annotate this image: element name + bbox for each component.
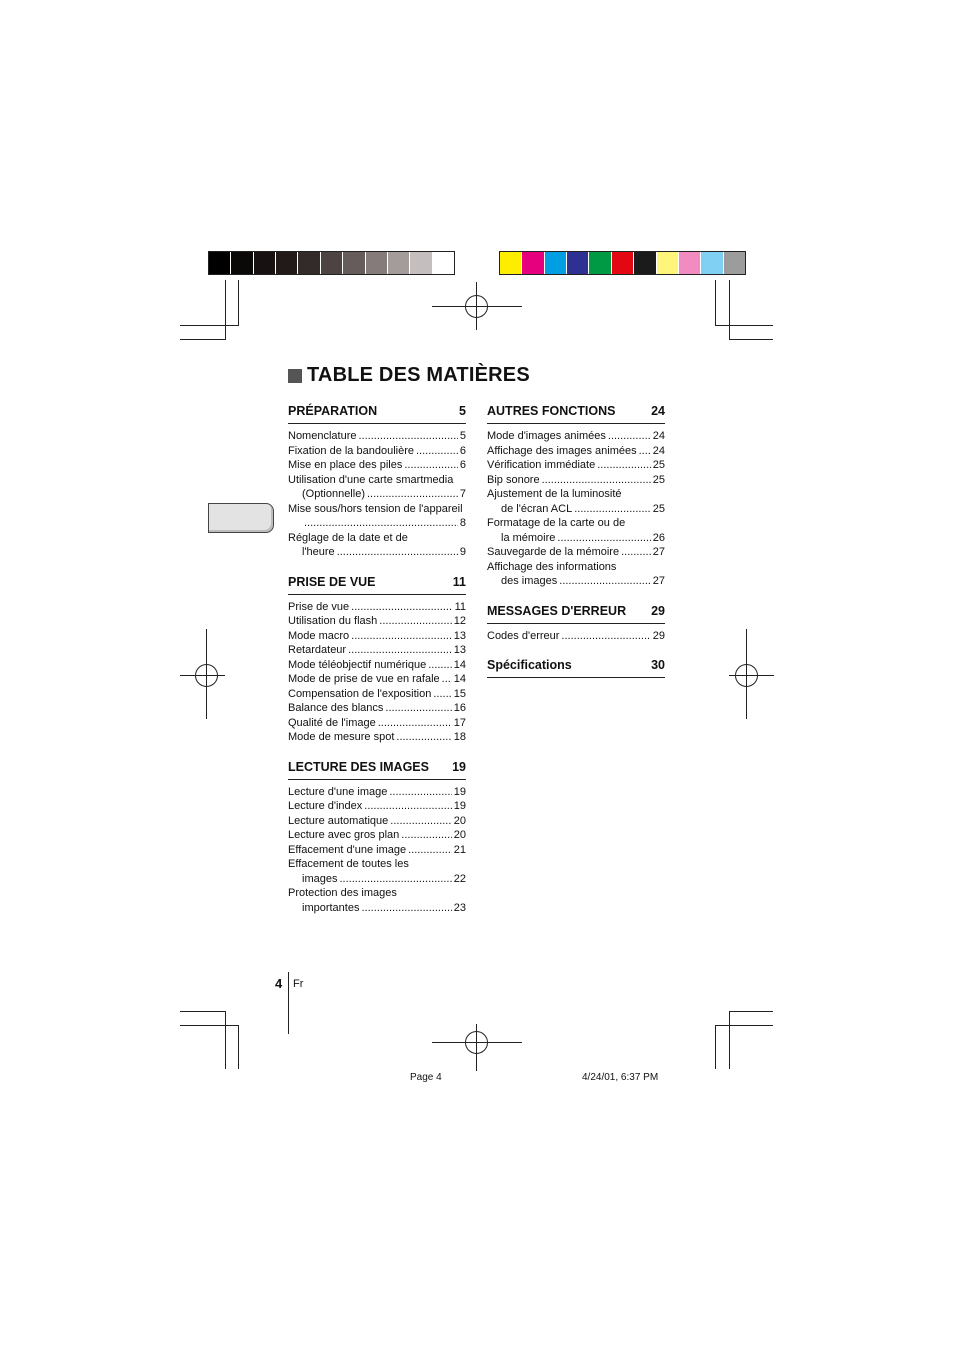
dot-leader xyxy=(401,828,451,843)
toc-entry-page: 14 xyxy=(453,673,466,685)
toc-entry-page: 6 xyxy=(459,459,466,471)
toc-heading-text: Spécifications xyxy=(487,658,572,672)
toc-heading-page: 19 xyxy=(452,759,466,774)
grey-swatch xyxy=(343,252,365,274)
toc-entry[interactable] xyxy=(487,574,665,589)
crop-mark xyxy=(729,1011,730,1069)
dot-leader xyxy=(639,444,651,459)
dot-leader xyxy=(396,730,451,745)
color-swatch xyxy=(679,252,701,274)
toc-entry[interactable] xyxy=(288,672,466,687)
toc-section xyxy=(288,760,466,916)
dot-leader xyxy=(389,785,451,800)
toc-section-heading[interactable] xyxy=(487,404,665,424)
toc-entry[interactable] xyxy=(487,429,665,444)
toc-section xyxy=(288,404,466,560)
page-number: 4 xyxy=(275,976,283,991)
toc-entry-text: Protection des images xyxy=(288,887,397,899)
toc-entry-text: importantes xyxy=(302,901,360,914)
dot-leader xyxy=(351,629,452,644)
dot-leader xyxy=(385,701,451,716)
color-swatch xyxy=(634,252,656,274)
toc-right-column xyxy=(487,404,665,693)
grey-swatch xyxy=(254,252,276,274)
toc-entry[interactable] xyxy=(487,560,665,575)
color-swatch xyxy=(724,252,745,274)
toc-entry-page: 25 xyxy=(652,502,665,515)
toc-entry[interactable] xyxy=(288,886,466,901)
toc-entry[interactable] xyxy=(288,901,466,916)
toc-entry-page: 20 xyxy=(453,814,466,827)
dot-leader xyxy=(361,901,451,916)
toc-entry-text: Lecture d'une image xyxy=(288,785,388,798)
toc-section-heading[interactable] xyxy=(487,658,665,678)
toc-section-heading[interactable] xyxy=(288,760,466,780)
toc-entry[interactable] xyxy=(288,785,466,800)
square-bullet-icon xyxy=(288,369,302,383)
toc-entry[interactable] xyxy=(487,487,665,502)
toc-entry-page: 27 xyxy=(652,575,665,587)
toc-heading-text: PRÉPARATION xyxy=(288,404,378,418)
dot-leader xyxy=(351,600,452,615)
crop-mark xyxy=(715,280,716,326)
toc-section xyxy=(487,404,665,589)
dot-leader xyxy=(608,429,651,444)
toc-entry[interactable] xyxy=(288,444,466,459)
toc-entry-text: (Optionnelle) xyxy=(302,488,365,500)
crop-mark xyxy=(729,339,773,340)
toc-entry[interactable] xyxy=(288,872,466,887)
dot-leader xyxy=(367,487,458,502)
toc-heading-page: 29 xyxy=(651,603,665,618)
toc-entry-page: 15 xyxy=(453,687,466,700)
toc-entry-text: Effacement de toutes les xyxy=(288,858,409,870)
toc-entry[interactable] xyxy=(487,629,665,644)
toc-heading-page: 11 xyxy=(452,574,466,589)
toc-entry-page: 14 xyxy=(453,658,466,671)
dot-leader xyxy=(337,545,458,560)
toc-entry[interactable] xyxy=(487,458,665,473)
grey-swatch xyxy=(231,252,253,274)
crop-mark xyxy=(180,1011,225,1012)
toc-entry-text: Mode téléobjectif numérique xyxy=(288,658,427,671)
toc-entry-text: Sauvegarde de la mémoire xyxy=(487,546,620,558)
dot-leader xyxy=(561,629,650,644)
toc-section xyxy=(288,575,466,745)
dot-leader xyxy=(304,516,458,531)
dot-leader xyxy=(559,574,650,589)
grey-swatch xyxy=(388,252,410,274)
color-swatch xyxy=(701,252,723,274)
toc-section-heading[interactable] xyxy=(288,404,466,424)
dot-leader xyxy=(364,799,451,814)
crop-mark xyxy=(225,1011,226,1069)
toc-entry-text: Lecture avec gros plan xyxy=(288,829,400,841)
color-swatch xyxy=(545,252,567,274)
toc-heading-page: 24 xyxy=(651,404,665,418)
dot-leader xyxy=(416,444,458,459)
toc-entry[interactable] xyxy=(288,730,466,745)
toc-entry-page: 19 xyxy=(453,785,466,798)
toc-entry-text: Lecture d'index xyxy=(288,800,363,812)
grey-swatch xyxy=(276,252,298,274)
toc-entry[interactable] xyxy=(288,828,466,843)
toc-entry-text: Codes d'erreur xyxy=(487,629,560,642)
dot-leader xyxy=(378,716,452,731)
toc-entry-page: 8 xyxy=(459,517,466,529)
color-swatch xyxy=(612,252,634,274)
toc-entry[interactable] xyxy=(487,473,665,488)
toc-entry-text: Utilisation du flash xyxy=(288,615,378,627)
dot-leader xyxy=(597,458,651,473)
crop-mark xyxy=(225,280,226,340)
toc-entry[interactable] xyxy=(288,687,466,702)
grey-swatch xyxy=(410,252,432,274)
page-title xyxy=(288,364,530,387)
crop-mark xyxy=(715,1025,716,1069)
toc-entry-text: Nomenclature xyxy=(288,430,357,442)
color-calibration-bar xyxy=(499,251,746,275)
toc-entry-text: Bip sonore xyxy=(487,473,540,486)
toc-entry-page: 12 xyxy=(453,615,466,627)
toc-heading-text: AUTRES FONCTIONS xyxy=(487,404,616,418)
color-swatch xyxy=(589,252,611,274)
toc-left-column xyxy=(288,404,466,930)
footer-page-label: Page 4 xyxy=(410,1072,442,1083)
toc-entry[interactable] xyxy=(288,600,466,615)
toc-entry[interactable] xyxy=(487,444,665,459)
toc-entry-text: Mode de prise de vue en rafale xyxy=(288,673,440,685)
dot-leader xyxy=(428,658,452,673)
toc-entry-text: Mise en place des piles xyxy=(288,459,403,471)
toc-entry-text: Mode d'images animées xyxy=(487,430,606,442)
toc-entry-page: 25 xyxy=(652,459,665,471)
dot-leader xyxy=(442,672,452,687)
registration-circle xyxy=(195,664,218,687)
color-swatch xyxy=(657,252,679,274)
dot-leader xyxy=(542,473,651,488)
dot-leader xyxy=(433,687,451,702)
crop-mark xyxy=(729,1011,773,1012)
toc-entry-page: 5 xyxy=(459,430,466,442)
toc-heading-text: LECTURE DES IMAGES xyxy=(288,759,429,774)
toc-entry-page: 9 xyxy=(459,546,466,558)
crop-mark xyxy=(180,325,238,326)
toc-entry-page: 23 xyxy=(453,901,466,914)
toc-entry-page: 13 xyxy=(453,629,466,642)
toc-entry[interactable] xyxy=(487,545,665,560)
toc-entry-text: des images xyxy=(501,575,558,587)
toc-entry-text: Prise de vue xyxy=(288,600,350,613)
toc-entry-page: 7 xyxy=(459,488,466,500)
dot-leader xyxy=(339,872,451,887)
toc-entry-page: 13 xyxy=(453,644,466,656)
dot-leader xyxy=(557,531,650,546)
toc-entry[interactable] xyxy=(487,531,665,546)
toc-entry[interactable] xyxy=(288,658,466,673)
toc-entry-text: Formatage de la carte ou de xyxy=(487,517,626,529)
grey-calibration-bar xyxy=(208,251,455,275)
crop-mark xyxy=(715,1025,773,1026)
toc-entry-text: Ajustement de la luminosité xyxy=(487,488,622,500)
toc-entry-text: Utilisation d'une carte smartmedia xyxy=(288,473,454,486)
registration-circle xyxy=(465,295,488,318)
toc-entry[interactable] xyxy=(288,545,466,560)
dot-leader xyxy=(390,814,451,829)
toc-entry-page: 24 xyxy=(652,430,665,442)
crop-mark xyxy=(238,1025,239,1069)
toc-entry[interactable] xyxy=(288,487,466,502)
toc-entry-page: 27 xyxy=(652,546,665,558)
toc-entry-text: Mode de mesure spot xyxy=(288,731,395,743)
toc-entry-page: 6 xyxy=(459,444,466,457)
page-number-divider xyxy=(288,972,289,1034)
toc-entry-page: 19 xyxy=(453,800,466,812)
toc-entry-text: Effacement d'une image xyxy=(288,843,407,856)
toc-entry-page: 25 xyxy=(652,473,665,486)
dot-leader xyxy=(408,843,452,858)
toc-entry-text: de l'écran ACL xyxy=(501,502,573,515)
toc-heading-text: MESSAGES D'ERREUR xyxy=(487,603,627,618)
toc-section xyxy=(487,658,665,678)
dot-leader xyxy=(621,545,651,560)
toc-entry-text: Affichage des images animées xyxy=(487,444,637,457)
toc-entry-page: 20 xyxy=(453,829,466,841)
toc-entry-page: 24 xyxy=(652,444,665,457)
crop-mark xyxy=(238,280,239,326)
dot-leader xyxy=(348,643,452,658)
grey-swatch xyxy=(298,252,320,274)
toc-entry-page: 16 xyxy=(453,702,466,714)
toc-entry[interactable] xyxy=(288,629,466,644)
toc-entry[interactable] xyxy=(288,614,466,629)
crop-mark xyxy=(729,280,730,340)
toc-entry-text: Qualité de l'image xyxy=(288,716,376,729)
toc-entry[interactable] xyxy=(288,701,466,716)
crop-mark xyxy=(180,339,225,340)
toc-entry[interactable] xyxy=(288,429,466,444)
toc-entry[interactable] xyxy=(288,814,466,829)
toc-entry-text: Compensation de l'exposition xyxy=(288,687,432,700)
toc-entry-text: Balance des blancs xyxy=(288,702,384,714)
dot-leader xyxy=(404,458,458,473)
grey-swatch xyxy=(321,252,343,274)
toc-section xyxy=(487,604,665,644)
toc-entry-text: Fixation de la bandoulière xyxy=(288,444,414,457)
toc-entry-page: 29 xyxy=(652,629,665,642)
color-swatch xyxy=(522,252,544,274)
toc-entry-page: 11 xyxy=(454,600,466,613)
language-code: Fr xyxy=(293,978,304,990)
toc-entry-text: Vérification immédiate xyxy=(487,459,596,471)
toc-entry-page: 18 xyxy=(453,731,466,743)
toc-entry-text: Mode macro xyxy=(288,629,350,642)
registration-circle xyxy=(465,1031,488,1054)
footer-timestamp: 4/24/01, 6:37 PM xyxy=(582,1072,659,1083)
toc-entry[interactable] xyxy=(288,473,466,488)
toc-entry[interactable] xyxy=(288,857,466,872)
toc-section-heading[interactable] xyxy=(487,604,665,624)
toc-entry[interactable] xyxy=(288,458,466,473)
toc-entry-text: Retardateur xyxy=(288,644,347,656)
toc-entry-page: 21 xyxy=(453,843,466,856)
section-tab xyxy=(208,503,274,533)
color-swatch xyxy=(567,252,589,274)
grey-swatch xyxy=(433,252,454,274)
toc-entry-text: Mise sous/hors tension de l'appareil xyxy=(288,502,463,515)
toc-entry-page: 17 xyxy=(453,716,466,729)
toc-entry-text: Lecture automatique xyxy=(288,814,389,827)
toc-entry-text: Réglage de la date et de xyxy=(288,531,408,544)
registration-circle xyxy=(735,664,758,687)
toc-entry[interactable] xyxy=(288,643,466,658)
toc-entry[interactable] xyxy=(288,516,466,531)
toc-section-heading[interactable] xyxy=(288,575,466,595)
toc-entry[interactable] xyxy=(288,799,466,814)
dot-leader xyxy=(574,502,651,517)
toc-entry-page: 22 xyxy=(453,872,466,885)
toc-entry-text: images xyxy=(302,872,338,885)
toc-heading-text: PRISE DE VUE xyxy=(288,574,376,589)
crop-mark xyxy=(180,1025,238,1026)
grey-swatch xyxy=(209,252,231,274)
toc-entry-text: l'heure xyxy=(302,546,335,558)
toc-entry[interactable] xyxy=(288,531,466,546)
toc-entry[interactable] xyxy=(288,716,466,731)
toc-heading-page: 5 xyxy=(459,404,466,418)
toc-entry-text: Affichage des informations xyxy=(487,560,617,573)
toc-entry[interactable] xyxy=(288,843,466,858)
toc-entry-text: la mémoire xyxy=(501,531,556,544)
toc-heading-page: 30 xyxy=(651,658,665,672)
grey-swatch xyxy=(366,252,388,274)
dot-leader xyxy=(358,429,457,444)
toc-entry[interactable] xyxy=(288,502,466,517)
toc-entry-page: 26 xyxy=(652,531,665,544)
color-swatch xyxy=(500,252,522,274)
page-title-text: TABLE DES MATIÈRES xyxy=(307,364,530,386)
dot-leader xyxy=(379,614,451,629)
crop-mark xyxy=(715,325,773,326)
toc-entry[interactable] xyxy=(487,516,665,531)
toc-entry[interactable] xyxy=(487,502,665,517)
